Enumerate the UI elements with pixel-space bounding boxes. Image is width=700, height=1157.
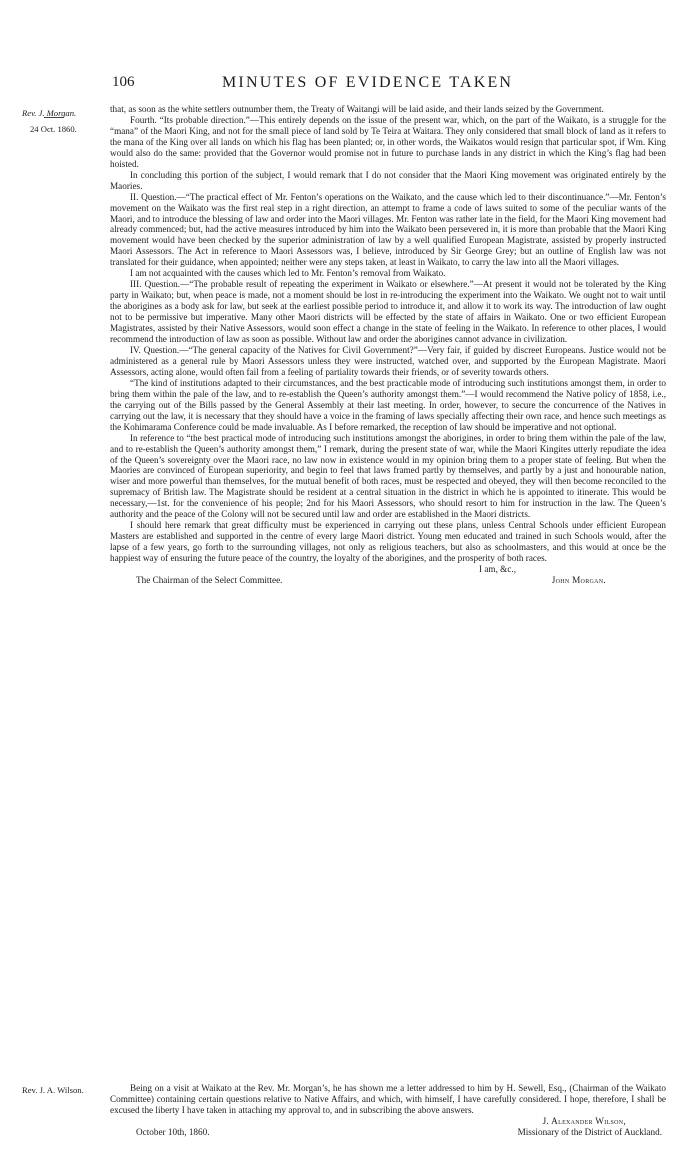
paragraph-institutions: “The kind of institutions adapted to their circumstances, and the best practicable mode of introducing such institutions amongst them, in order to bring them within the pale of the law, and to re-establish the Queen’s authority amongst them.”—I would recommend the Native policy of 1858, i.e., the carrying out of the Bills passed by the General Assembly at their last meeting. In order, however, to secure the concurrence of the Natives in carrying out the law, it is necessary that they should have a voice in the framing of laws specially affecting their own race, and hence such meetings as the Kohimarama Conference could be made invaluable. As I before remarked, the reception of law should be imperative and not optional.: [110, 377, 666, 432]
wilson-date-row: [110, 1127, 666, 1138]
wilson-name-row: [110, 1116, 666, 1127]
signature-row: [110, 575, 666, 586]
paragraph-schools: I should here remark that great difficulty must be experienced in carrying out these plans, unless Central Schools under efficient European Masters are established and supported in the centre of every large Maori district. Young men educated and trained in such Schools would, after the lapse of a few years, go forth to the surrounding villages, not only as religious teachers, but also as schoolmasters, and this would at once be the happiest way of ensuring the future peace of the country, the loyalty of the aborigines, and the prosperity of both races.: [110, 520, 666, 564]
margin-date: 24 Oct. 1860.: [30, 124, 77, 134]
paragraph-fenton-removal: I am not acquainted with the causes which led to Mr. Fenton’s removal from Waikato.: [130, 268, 446, 279]
wilson-endorsement: [110, 1083, 666, 1138]
paragraph-question-2: II. Question.—“The practical effect of Mr. Fenton’s operations on the Waikato, and the cause which led to their discontinuance.”—Mr. Fenton’s movement on the Waikato was the first real step in a right direction, an attempt to frame a code of laws suited to some of the peculiar wants of the Maori, and to introduce the blessing of law and order into the Maori villages. Mr. Fenton was rather late in the field, for the Maori King movement had already commenced; but, had the active measures introduced by him into the Waikato been persevered in, it is more than probable that the Maori King movement would have been checked by the superior administration of law by a well qualified European Magistrate, assisted by properly instructed Maori Assessors. The Act in reference to Maori Assessors was, I believe, introduced by Sir George Grey; but an outline of English law was not translated for their guidance, when appointed; neither were any steps taken, at least in Waikato, to carry the law into all the Maori villages.: [110, 191, 666, 268]
paragraph-practical-mode: In reference to “the best practical mode of introducing such institutions amongst the aborigines, in order to bring them within the pale of the law, and to re-establish the Queen’s authority amongst them,” I remark, during the present state of war, while the Maori Kingites utterly repudiate the idea of the Queen’s sovereignty over the Maori race, no law now in existence would in my opinion bring them to a proper state of feeling. But when the Maories are convinced of European superiority, and begin to feel that laws framed partly by themselves, and partly by a just and honourable nation, wiser and more powerful than themselves, for the mutual benefit of both races, must be respected and obeyed, they will then become reconciled to the supremacy of British law. The Magistrate should be resident at a central situation in the district in which he is appointed to itinerate. This would be necessary,—1st. for the convenience of his people; 2nd for his Maori Assessors, who should resort to him for instruction in the law. The Queen’s authority and the peace of the Colony will not be secured until law and order are established in the Maori districts.: [110, 432, 666, 520]
margin-witness-morgan: Rev. J. Morgan.: [22, 108, 77, 118]
signature-name: John Morgan.: [551, 575, 606, 586]
paragraph-intro: that, as soon as the white settlers outnumber them, the Treaty of Waitangi will be laid aside, and their lands seized by the Government.: [110, 104, 604, 114]
wilson-text: Being on a visit at Waikato at the Rev. Mr. Morgan’s, he has shown me a letter addressed to him by H. Sewell, Esq., (Chairman of the Waikato Committee) containing certain questions relative to Native Affairs, and which, with himself, I have carefully considered. I hope, therefore, I shall be excused the liberty I have taken in attaching my approval to, and in subscribing the above answers.: [110, 1083, 666, 1115]
running-title: MINUTES OF EVIDENCE TAKEN: [222, 74, 514, 91]
wilson-date: October 10th, 1860.: [136, 1126, 210, 1137]
margin-rule: [44, 117, 64, 118]
signature-addressee: The Chairman of the Select Committee.: [136, 575, 283, 586]
wilson-name: J. Alexander Wilson,: [542, 1115, 626, 1126]
margin-witness-wilson: Rev. J. A. Wilson.: [22, 1085, 84, 1095]
wilson-title: Missionary of the District of Auckland.: [517, 1126, 662, 1137]
signature-closing-row: [110, 564, 666, 575]
page-header: [0, 74, 700, 98]
paragraph-question-4: IV. Question.—“The general capacity of the Natives for Civil Government?”—Very fair, if guided by discreet Europeans. Justice would not be administered as a general rule by Maori Assessors unless they were instructed, watched over, and supported by the European Magistrate. Maori Assessors, acting alone, would often fail from a feeling of partiality towards their friends, or of severity towards others.: [110, 344, 666, 377]
paragraph-question-3: III. Question.—“The probable result of repeating the experiment in Waikato or elsewhere.”—At present it would not be tolerated by the King party in Waikato; but, when peace is made, not a moment should be lost in re-introducing the experiment into the Waikato. We ought not to wait until the aborigines as a body ask for law, but seek at the earliest possible period to introduce it, and allow it to work its way. The introduction of law ought not to be permissive but imperative. Many other Maori districts will be effected by the state of affairs in Waikato. One or two efficient European Magistrates, assisted by their Native Assessors, would soon effect a change in the state of feeling in the Waikato. In reference to other places, I would recommend the introduction of law as soon as possible. Without law and order the aborigines cannot advance in civilization.: [110, 279, 666, 345]
evidence-body: [110, 104, 666, 586]
paragraph-concluding: In concluding this portion of the subject, I would remark that I do not consider that the Maori King movement was originated entirely by the Maories.: [110, 169, 666, 191]
paragraph-fourth: Fourth. “Its probable direction.”—This entirely depends on the issue of the present war, which, on the part of the Waikato, is a struggle for the “mana” of the Maori King, and not for the small piece of land sold by Te Teira at Waitara. They only considered that small block of land as it refers to the mana of the King over all lands on which his flag has been planted; or, in other words, the Waikatos would resign that particular spot, if Wm. King would also do the same: provided that the Governor would promise not in future to purchase lands in any district in which the King’s flag had been hoisted.: [110, 114, 666, 169]
signature-closing: I am, &c.,: [479, 564, 516, 575]
page-number: 106: [112, 74, 135, 90]
